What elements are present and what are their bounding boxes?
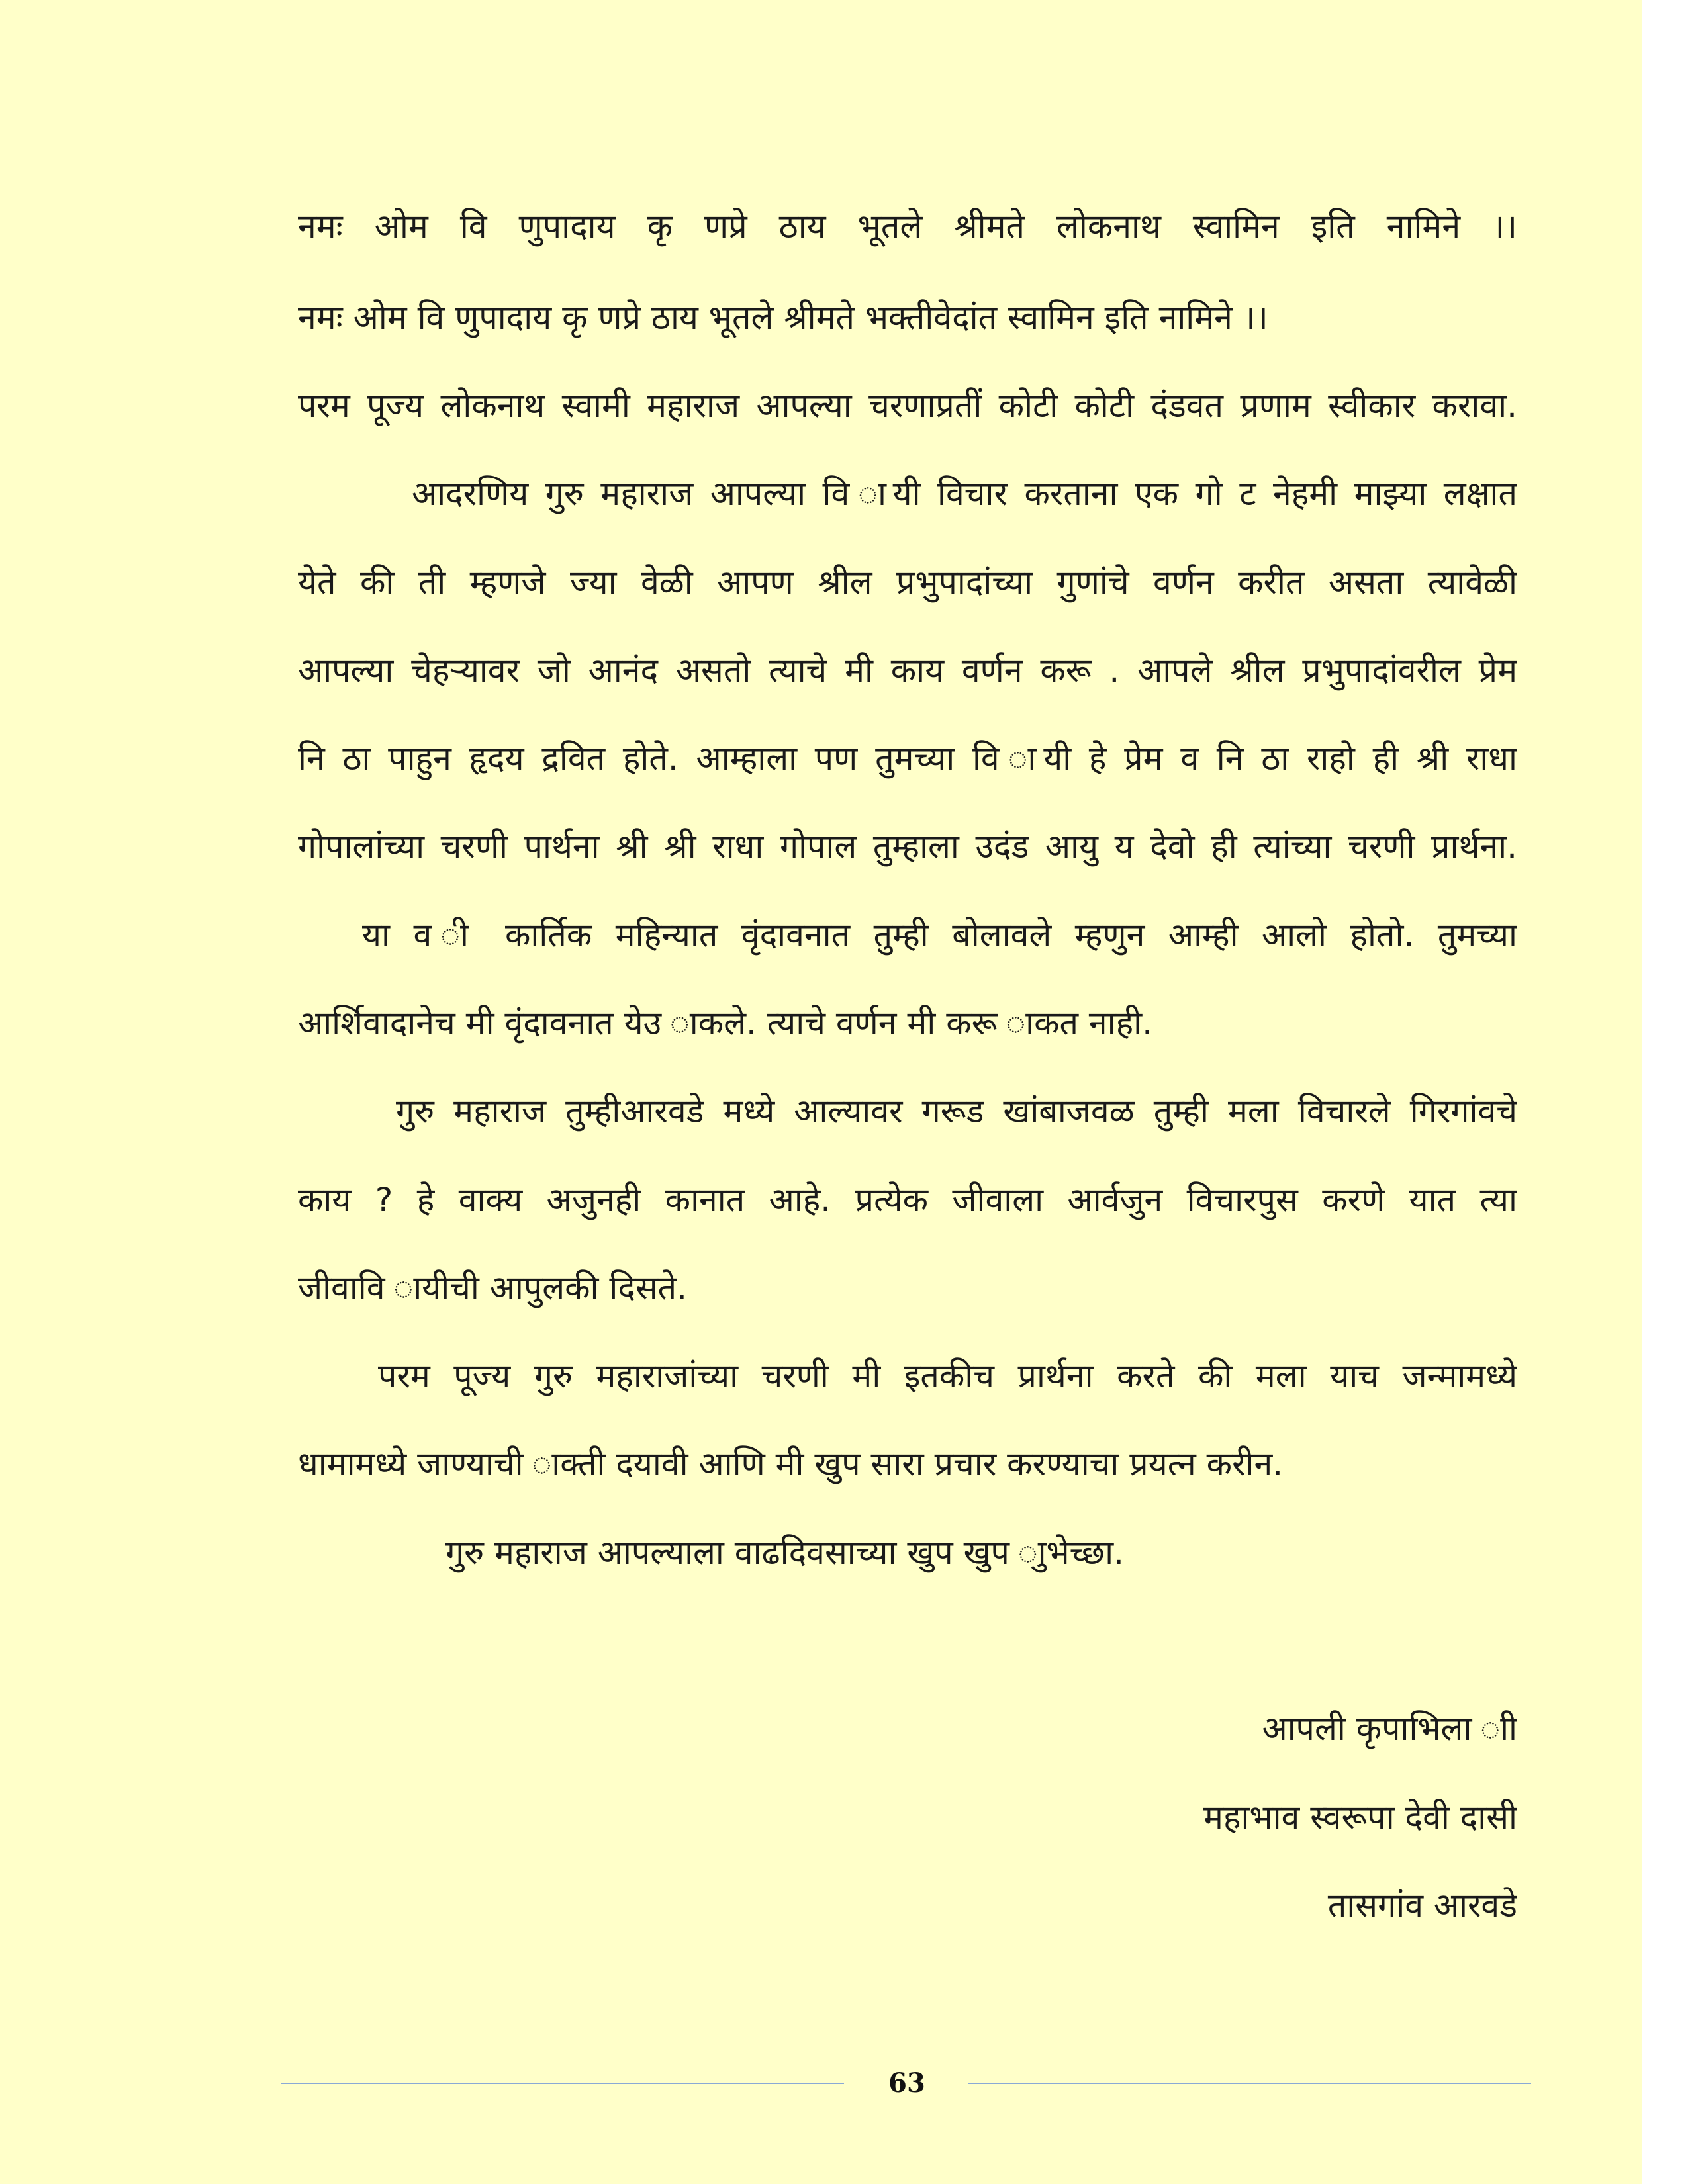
paragraph-4-line-1: परम पूज्य गुरु महाराजांच्या चरणी मी इतकीच प्रार्थना करते की मला याच जन्मामध्ये [378, 1357, 1517, 1395]
paragraph-1-line-1: आदरणिय गुरु महाराज आपल्या वि ायी विचार करताना एक गो ट नेहमी माझ्या लक्षात [412, 475, 1517, 513]
paragraph-3-line-3: जीवावि ायीची आपुलकी दिसते. [298, 1269, 688, 1307]
invocation-line-1: नमः ओम वि णुपादाय कृ णप्रे ठाय भूतले श्रीमते लोकनाथ स्वामिन इति नामिने ।। [298, 207, 1517, 246]
signature-name: महाभाव स्वरूपा देवी दासी [1203, 1798, 1517, 1837]
signature-place: तासगांव आरवडे [1327, 1886, 1517, 1925]
paragraph-1-line-4: नि ठा पाहुन हृदय द्रवित होते. आम्हाला पण तुमच्या वि ायी हे प्रेम व नि ठा राहो ही श्री राधा [298, 739, 1517, 778]
salutation-line: परम पूज्य लोकनाथ स्वामी महाराज आपल्या चरणाप्रतीं कोटी कोटी दंडवत प्रणाम स्वीकार करावा. [298, 387, 1517, 425]
paragraph-3-line-1: गुरु महाराज तुम्हीआरवडे मध्ये आल्यावर गरूड खांबाजवळ तुम्ही मला विचारले गिरगांवचे [396, 1092, 1517, 1130]
page-number: 63 [888, 2068, 925, 2099]
paragraph-1-line-2: येते की ती म्हणजे ज्या वेळी आपण श्रील प्रभुपादांच्या गुणांचे वर्णन करीत असता त्यावेळी [298, 563, 1517, 602]
invocation-line-2: नमः ओम वि णुपादाय कृ णप्रे ठाय भूतले श्रीमते भक्तीवेदांत स्वामिन इति नामिने ।। [298, 298, 1268, 337]
footer-rule-left [281, 2083, 844, 2084]
signature-closing: आपली कृपाभिला ाी [1262, 1709, 1517, 1748]
paragraph-1-line-5: गोपालांच्या चरणी पार्थना श्री श्री राधा गोपाल तुम्हाला उदंड आयु य देवो ही त्यांच्या चरणी प्रार्थना. [298, 827, 1517, 866]
paragraph-2-line-1: या व ी कार्तिक महिन्यात वृंदावनात तुम्ही बोलावले म्हणुन आम्ही आलो होतो. तुमच्या [362, 916, 1517, 954]
paragraph-2-line-2: आर्शिवादानेच मी वृंदावनात येउ ाकले. त्याचे वर्णन मी करू ाकत नाही. [298, 1004, 1152, 1042]
paragraph-3-line-2: काय ? हे वाक्य अजुनही कानात आहे. प्रत्येक जीवाला आर्वजुन विचारपुस करणे यात त्या [298, 1181, 1517, 1219]
footer-rule-right [968, 2083, 1531, 2084]
page-margin-strip [1642, 0, 1688, 2184]
paragraph-4-line-2: धामामध्ये जाण्याची ाक्ती दयावी आणि मी खुप सारा प्रचार करण्याचा प्रयत्न करीन. [298, 1445, 1284, 1483]
birthday-wishes-line: गुरु महाराज आपल्याला वाढदिवसाच्या खुप खुप ाुभेच्छा. [445, 1533, 1124, 1572]
paragraph-1-line-3: आपल्या चेहऱ्यावर जो आनंद असतो त्याचे मी काय वर्णन करू . आपले श्रील प्रभुपादांवरील प्रेम [298, 651, 1517, 690]
